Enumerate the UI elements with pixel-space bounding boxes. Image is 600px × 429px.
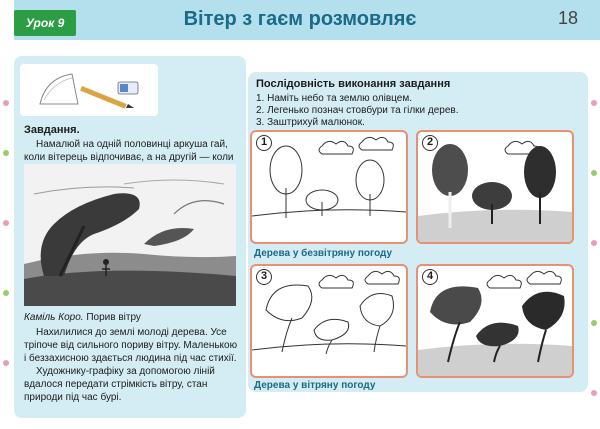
frame-number: 2 — [422, 135, 438, 151]
frame-4 — [416, 264, 574, 378]
task-heading: Завдання. — [24, 124, 80, 136]
flower-icon — [591, 170, 597, 176]
frame-number: 1 — [256, 135, 272, 151]
frame-2 — [416, 130, 574, 244]
page-number: 18 — [557, 8, 578, 28]
calm-label: Дерева у безвітряну погоду — [254, 248, 393, 259]
flower-icon — [591, 320, 597, 326]
frame-number: 3 — [256, 269, 272, 285]
frame-number: 4 — [422, 269, 438, 285]
task-text: Намалюй на одній половинці аркуша гай, коли вітерець відпочиває, а на другій — коли — [24, 139, 234, 163]
painting-caption — [24, 312, 141, 323]
painting-artist: Каміль Коро. — [24, 312, 84, 323]
lesson-badge: Урок 9 — [14, 10, 76, 36]
flower-icon — [591, 100, 597, 106]
step-item: 1. Наміть небо та землю олівцем. — [256, 93, 412, 104]
windy-label: Дерева у вітряну погоду — [254, 380, 376, 391]
flower-icon — [3, 150, 9, 156]
painting-title: Порив вітру — [86, 312, 141, 323]
right-floral-border — [588, 60, 600, 429]
flower-icon — [3, 220, 9, 226]
corot-painting — [24, 164, 236, 306]
description-paragraph: Нахилилися до землі молоді дерева. Усе тріпоче від сильного пориву вітру. Маленькою і беззахисною здається людина під час стихії. — [24, 327, 238, 364]
steps-list — [256, 93, 459, 129]
flower-icon — [591, 390, 597, 396]
left-floral-border — [0, 60, 12, 429]
flower-icon — [591, 240, 597, 246]
drawing-supplies-card — [20, 64, 158, 116]
step-item: 3. Заштрихуй малюнок. — [256, 117, 365, 128]
frame-1 — [250, 130, 408, 244]
step-item: 2. Легенько познач стовбури та гілки дерев. — [256, 105, 459, 116]
painting-description — [24, 326, 240, 404]
sequence-heading: Послідовність виконання завдання — [256, 78, 451, 90]
frame-3 — [250, 264, 408, 378]
flower-icon — [3, 290, 9, 296]
description-paragraph: Художнику-графіку за допомогою ліній вдалося передати стрімкість вітру, стан природи під час бурі. — [24, 366, 215, 403]
pencil-and-paper-icon — [20, 64, 158, 116]
flower-icon — [3, 100, 9, 106]
page-title: Вітер з гаєм розмовляє — [183, 8, 417, 30]
flower-icon — [3, 360, 9, 366]
